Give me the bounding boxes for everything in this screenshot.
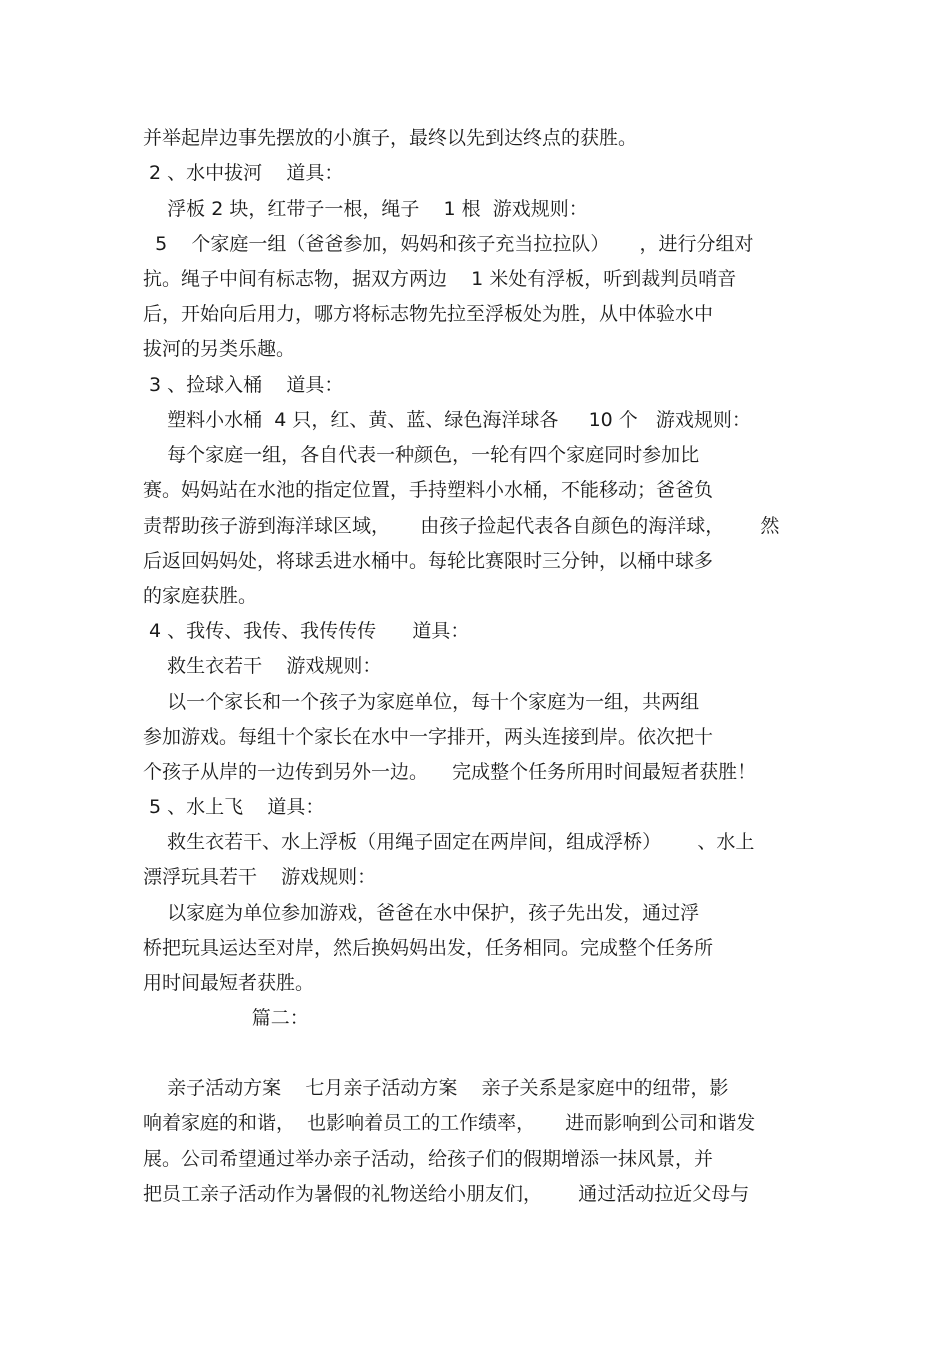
text-line: 个孩子从岸的一边传到另外一边。 完成整个任务所用时间最短者获胜！	[143, 761, 757, 783]
text-line: 救生衣若干、水上浮板（用绳子固定在两岸间，组成浮桥） 、水上	[143, 831, 755, 853]
text-line: 用时间最短者获胜。	[143, 972, 315, 994]
text-line: 5 个家庭一组（爸爸参加，妈妈和孩子充当拉拉队） ，进行分组对	[143, 233, 754, 255]
text-line: 责帮助孩子游到海洋球区域， 由孩子捡起代表各自颜色的海洋球， 然	[143, 515, 780, 537]
text-line: 救生衣若干 游戏规则：	[143, 655, 382, 677]
text-line: 响着家庭的和谐， 也影响着员工的工作绩率， 进而影响到公司和谐发	[143, 1112, 756, 1134]
text-line: 浮板 2 块，红带子一根，绳子 1 根 游戏规则：	[143, 198, 588, 220]
text-line: 的家庭获胜。	[143, 585, 258, 607]
section-heading-5: 5 、水上飞 道具：	[143, 796, 325, 818]
text-line: 亲子活动方案 七月亲子活动方案 亲子关系是家庭中的纽带，影	[143, 1077, 729, 1099]
text-line: 后返回妈妈处，将球丢进水桶中。每轮比赛限时三分钟，以桶中球多	[143, 550, 714, 572]
text-line: 拔河的另类乐趣。	[143, 338, 296, 360]
text-line: 桥把玩具运达至对岸，然后换妈妈出发，任务相同。完成整个任务所	[143, 937, 714, 959]
text-line: 参加游戏。每组十个家长在水中一字排开，两头连接到岸。依次把十	[143, 726, 714, 748]
section-heading-2: 2 、水中拔河 道具：	[143, 162, 344, 184]
text-line: 漂浮玩具若干 游戏规则：	[143, 866, 377, 888]
text-line: 塑料小水桶 4 只，红、黄、蓝、绿色海洋球各 10 个 游戏规则：	[143, 409, 751, 431]
text-line: 后，开始向后用力，哪方将标志物先拉至浮板处为胜，从中体验水中	[143, 303, 714, 325]
text-line: 赛。妈妈站在水池的指定位置，手持塑料小水桶，不能移动；爸爸负	[143, 479, 714, 501]
text-line: 每个家庭一组，各自代表一种颜色，一轮有四个家庭同时参加比	[143, 444, 700, 466]
text-line: 以家庭为单位参加游戏，爸爸在水中保护，孩子先出发，通过浮	[143, 902, 700, 924]
text-line: 把员工亲子活动作为暑假的礼物送给小朋友们， 通过活动拉近父母与	[143, 1183, 750, 1205]
section-heading-3: 3 、捡球入桶 道具：	[143, 374, 344, 396]
text-line: 抗。绳子中间有标志物，据双方两边 1 米处有浮板，听到裁判员哨音	[143, 268, 737, 290]
text-line: 并举起岸边事先摆放的小旗子，最终以先到达终点的获胜。	[143, 127, 638, 149]
text-line: 以一个家长和一个孩子为家庭单位，每十个家庭为一组，共两组	[143, 691, 700, 713]
section-heading-4: 4 、我传、我传、我传传传 道具：	[143, 620, 470, 642]
text-line: 展。公司希望通过举办亲子活动，给孩子们的假期增添一抹风景，并	[143, 1148, 714, 1170]
chapter-heading: 篇二：	[143, 1007, 309, 1029]
